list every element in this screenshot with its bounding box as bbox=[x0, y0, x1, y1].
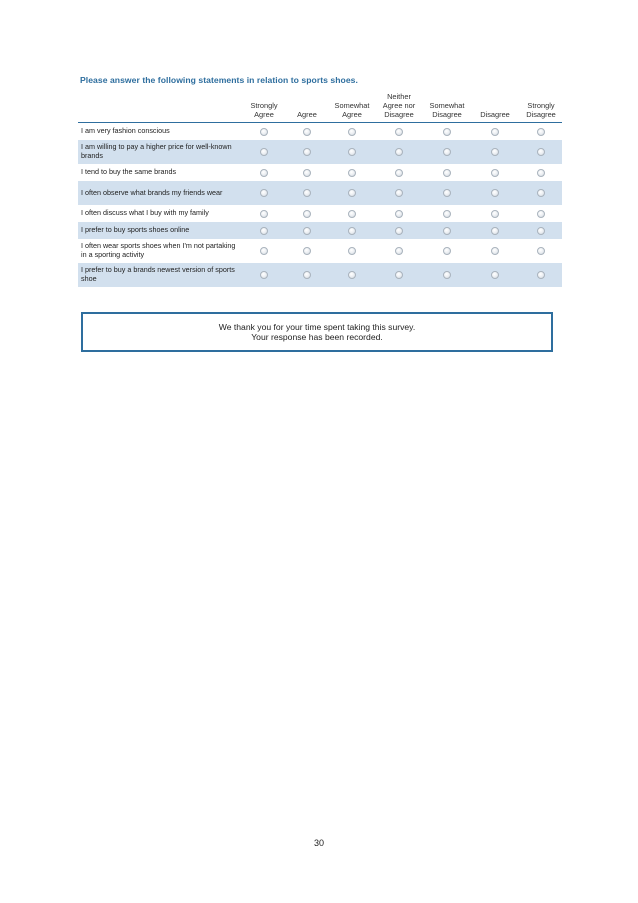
column-header: Somewhat Agree bbox=[334, 101, 370, 119]
statement-label: I often discuss what I buy with my family bbox=[81, 208, 209, 218]
radio-button[interactable] bbox=[491, 128, 499, 136]
column-header: Strongly Disagree bbox=[526, 101, 556, 119]
radio-button[interactable] bbox=[537, 271, 545, 279]
column-header: Agree bbox=[297, 110, 317, 119]
column-header: Strongly Agree bbox=[250, 101, 278, 119]
radio-button[interactable] bbox=[303, 189, 311, 197]
radio-button[interactable] bbox=[395, 227, 403, 235]
matrix-row bbox=[78, 222, 562, 239]
radio-button[interactable] bbox=[260, 189, 268, 197]
thank-you-line-2: Your response has been recorded. bbox=[251, 332, 383, 342]
matrix-row bbox=[78, 164, 562, 181]
matrix-row bbox=[78, 205, 562, 222]
radio-button[interactable] bbox=[260, 148, 268, 156]
radio-button[interactable] bbox=[491, 210, 499, 218]
radio-button[interactable] bbox=[260, 169, 268, 177]
radio-button[interactable] bbox=[537, 169, 545, 177]
radio-button[interactable] bbox=[443, 169, 451, 177]
statement-label: I prefer to buy a brands newest version of sports shoe bbox=[81, 265, 235, 283]
thank-you-line-1: We thank you for your time spent taking this survey. bbox=[218, 321, 416, 332]
matrix-row bbox=[78, 239, 562, 263]
radio-button[interactable] bbox=[537, 189, 545, 197]
radio-button[interactable] bbox=[537, 148, 545, 156]
likert-matrix bbox=[78, 86, 562, 287]
statement-label: I am very fashion conscious bbox=[81, 126, 170, 136]
radio-button[interactable] bbox=[303, 247, 311, 255]
statement-label: I am willing to pay a higher price for well-known brands bbox=[81, 142, 232, 160]
thank-you-box bbox=[81, 312, 553, 352]
radio-button[interactable] bbox=[260, 128, 268, 136]
column-header: Neither Agree nor Disagree bbox=[382, 92, 416, 119]
radio-button[interactable] bbox=[537, 247, 545, 255]
matrix-row bbox=[78, 123, 562, 140]
page-number: 30 bbox=[313, 838, 324, 848]
radio-button[interactable] bbox=[303, 148, 311, 156]
statement-label: I often observe what brands my friends wear bbox=[81, 187, 223, 197]
radio-button[interactable] bbox=[537, 210, 545, 218]
radio-button[interactable] bbox=[395, 128, 403, 136]
radio-button[interactable] bbox=[395, 169, 403, 177]
column-header: Somewhat Disagree bbox=[429, 101, 465, 119]
radio-button[interactable] bbox=[443, 189, 451, 197]
radio-button[interactable] bbox=[537, 128, 545, 136]
radio-button[interactable] bbox=[260, 271, 268, 279]
radio-button[interactable] bbox=[443, 271, 451, 279]
radio-button[interactable] bbox=[537, 227, 545, 235]
radio-button[interactable] bbox=[260, 227, 268, 235]
radio-button[interactable] bbox=[395, 210, 403, 218]
radio-button[interactable] bbox=[348, 169, 356, 177]
radio-button[interactable] bbox=[260, 247, 268, 255]
column-headers bbox=[78, 86, 562, 123]
matrix-row bbox=[78, 263, 562, 287]
matrix-rows bbox=[78, 123, 562, 287]
survey-title: Please answer the following statements in relation to sports shoes. bbox=[80, 75, 358, 85]
radio-button[interactable] bbox=[491, 148, 499, 156]
radio-button[interactable] bbox=[491, 189, 499, 197]
radio-button[interactable] bbox=[348, 271, 356, 279]
radio-button[interactable] bbox=[491, 227, 499, 235]
radio-button[interactable] bbox=[348, 148, 356, 156]
radio-button[interactable] bbox=[395, 148, 403, 156]
radio-button[interactable] bbox=[443, 210, 451, 218]
radio-button[interactable] bbox=[348, 128, 356, 136]
radio-button[interactable] bbox=[303, 128, 311, 136]
matrix-row bbox=[78, 181, 562, 205]
radio-button[interactable] bbox=[348, 210, 356, 218]
radio-button[interactable] bbox=[443, 227, 451, 235]
radio-button[interactable] bbox=[303, 271, 311, 279]
radio-button[interactable] bbox=[260, 210, 268, 218]
radio-button[interactable] bbox=[348, 247, 356, 255]
radio-button[interactable] bbox=[303, 169, 311, 177]
radio-button[interactable] bbox=[443, 128, 451, 136]
radio-button[interactable] bbox=[395, 247, 403, 255]
radio-button[interactable] bbox=[443, 247, 451, 255]
radio-button[interactable] bbox=[491, 247, 499, 255]
radio-button[interactable] bbox=[348, 227, 356, 235]
radio-button[interactable] bbox=[443, 148, 451, 156]
statement-label: I tend to buy the same brands bbox=[81, 167, 177, 177]
radio-button[interactable] bbox=[491, 271, 499, 279]
statement-label: I prefer to buy sports shoes online bbox=[81, 225, 190, 235]
column-header: Disagree bbox=[480, 110, 510, 119]
radio-button[interactable] bbox=[395, 271, 403, 279]
radio-button[interactable] bbox=[303, 210, 311, 218]
statement-label: I often wear sports shoes when I'm not partaking in a sporting activity bbox=[81, 241, 236, 259]
radio-button[interactable] bbox=[303, 227, 311, 235]
radio-button[interactable] bbox=[491, 169, 499, 177]
radio-button[interactable] bbox=[395, 189, 403, 197]
radio-button[interactable] bbox=[348, 189, 356, 197]
matrix-row bbox=[78, 140, 562, 164]
